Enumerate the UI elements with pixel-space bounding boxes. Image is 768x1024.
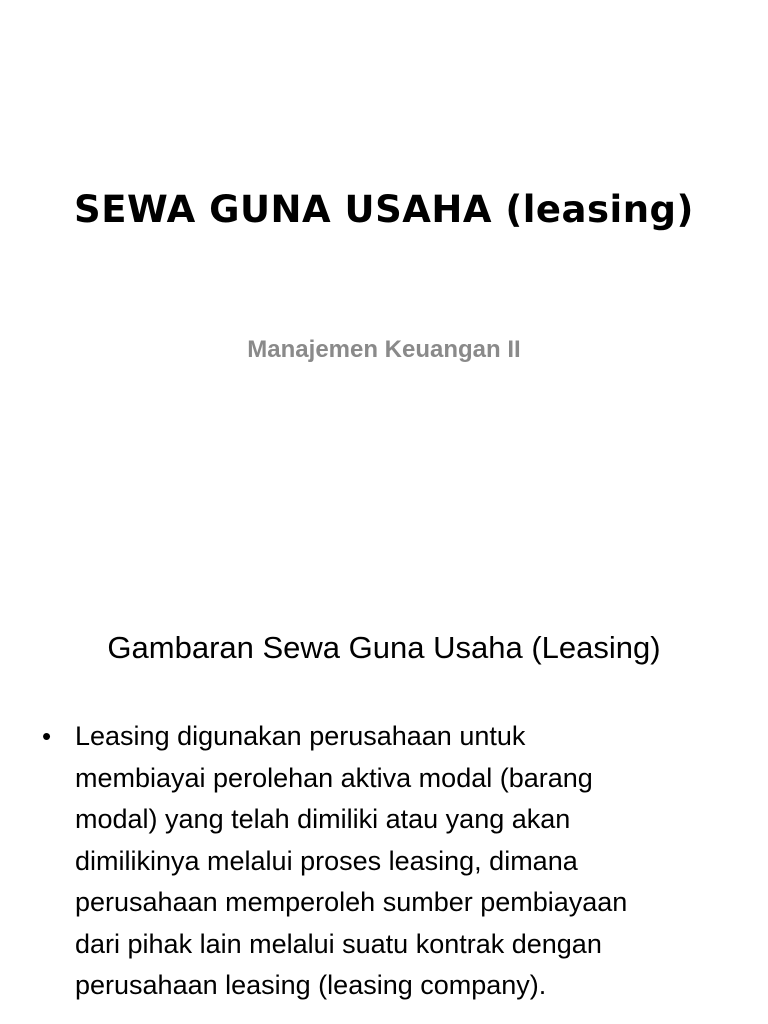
bullet-list (42, 716, 732, 1007)
bullet-text: Leasing digunakan perusahaan untuk membiayai perolehan aktiva modal (barang modal) yang telah dimiliki atau yang akan dimilikinya melalui proses leasing, dimana perusahaan memperoleh sumber pembiayaan dari pihak lain melalui suatu kontrak dengan perusahaan leasing (leasing company). (75, 721, 628, 1000)
slide-heading: Gambaran Sewa Guna Usaha (Leasing) (107, 630, 661, 665)
content-slide (0, 576, 768, 1024)
slide-title: SEWA GUNA USAHA (leasing) (74, 188, 694, 231)
bullet-point-icon: • (42, 721, 52, 751)
bullet-item (42, 716, 732, 1007)
slide-subtitle: Manajemen Keuangan II (247, 336, 521, 363)
